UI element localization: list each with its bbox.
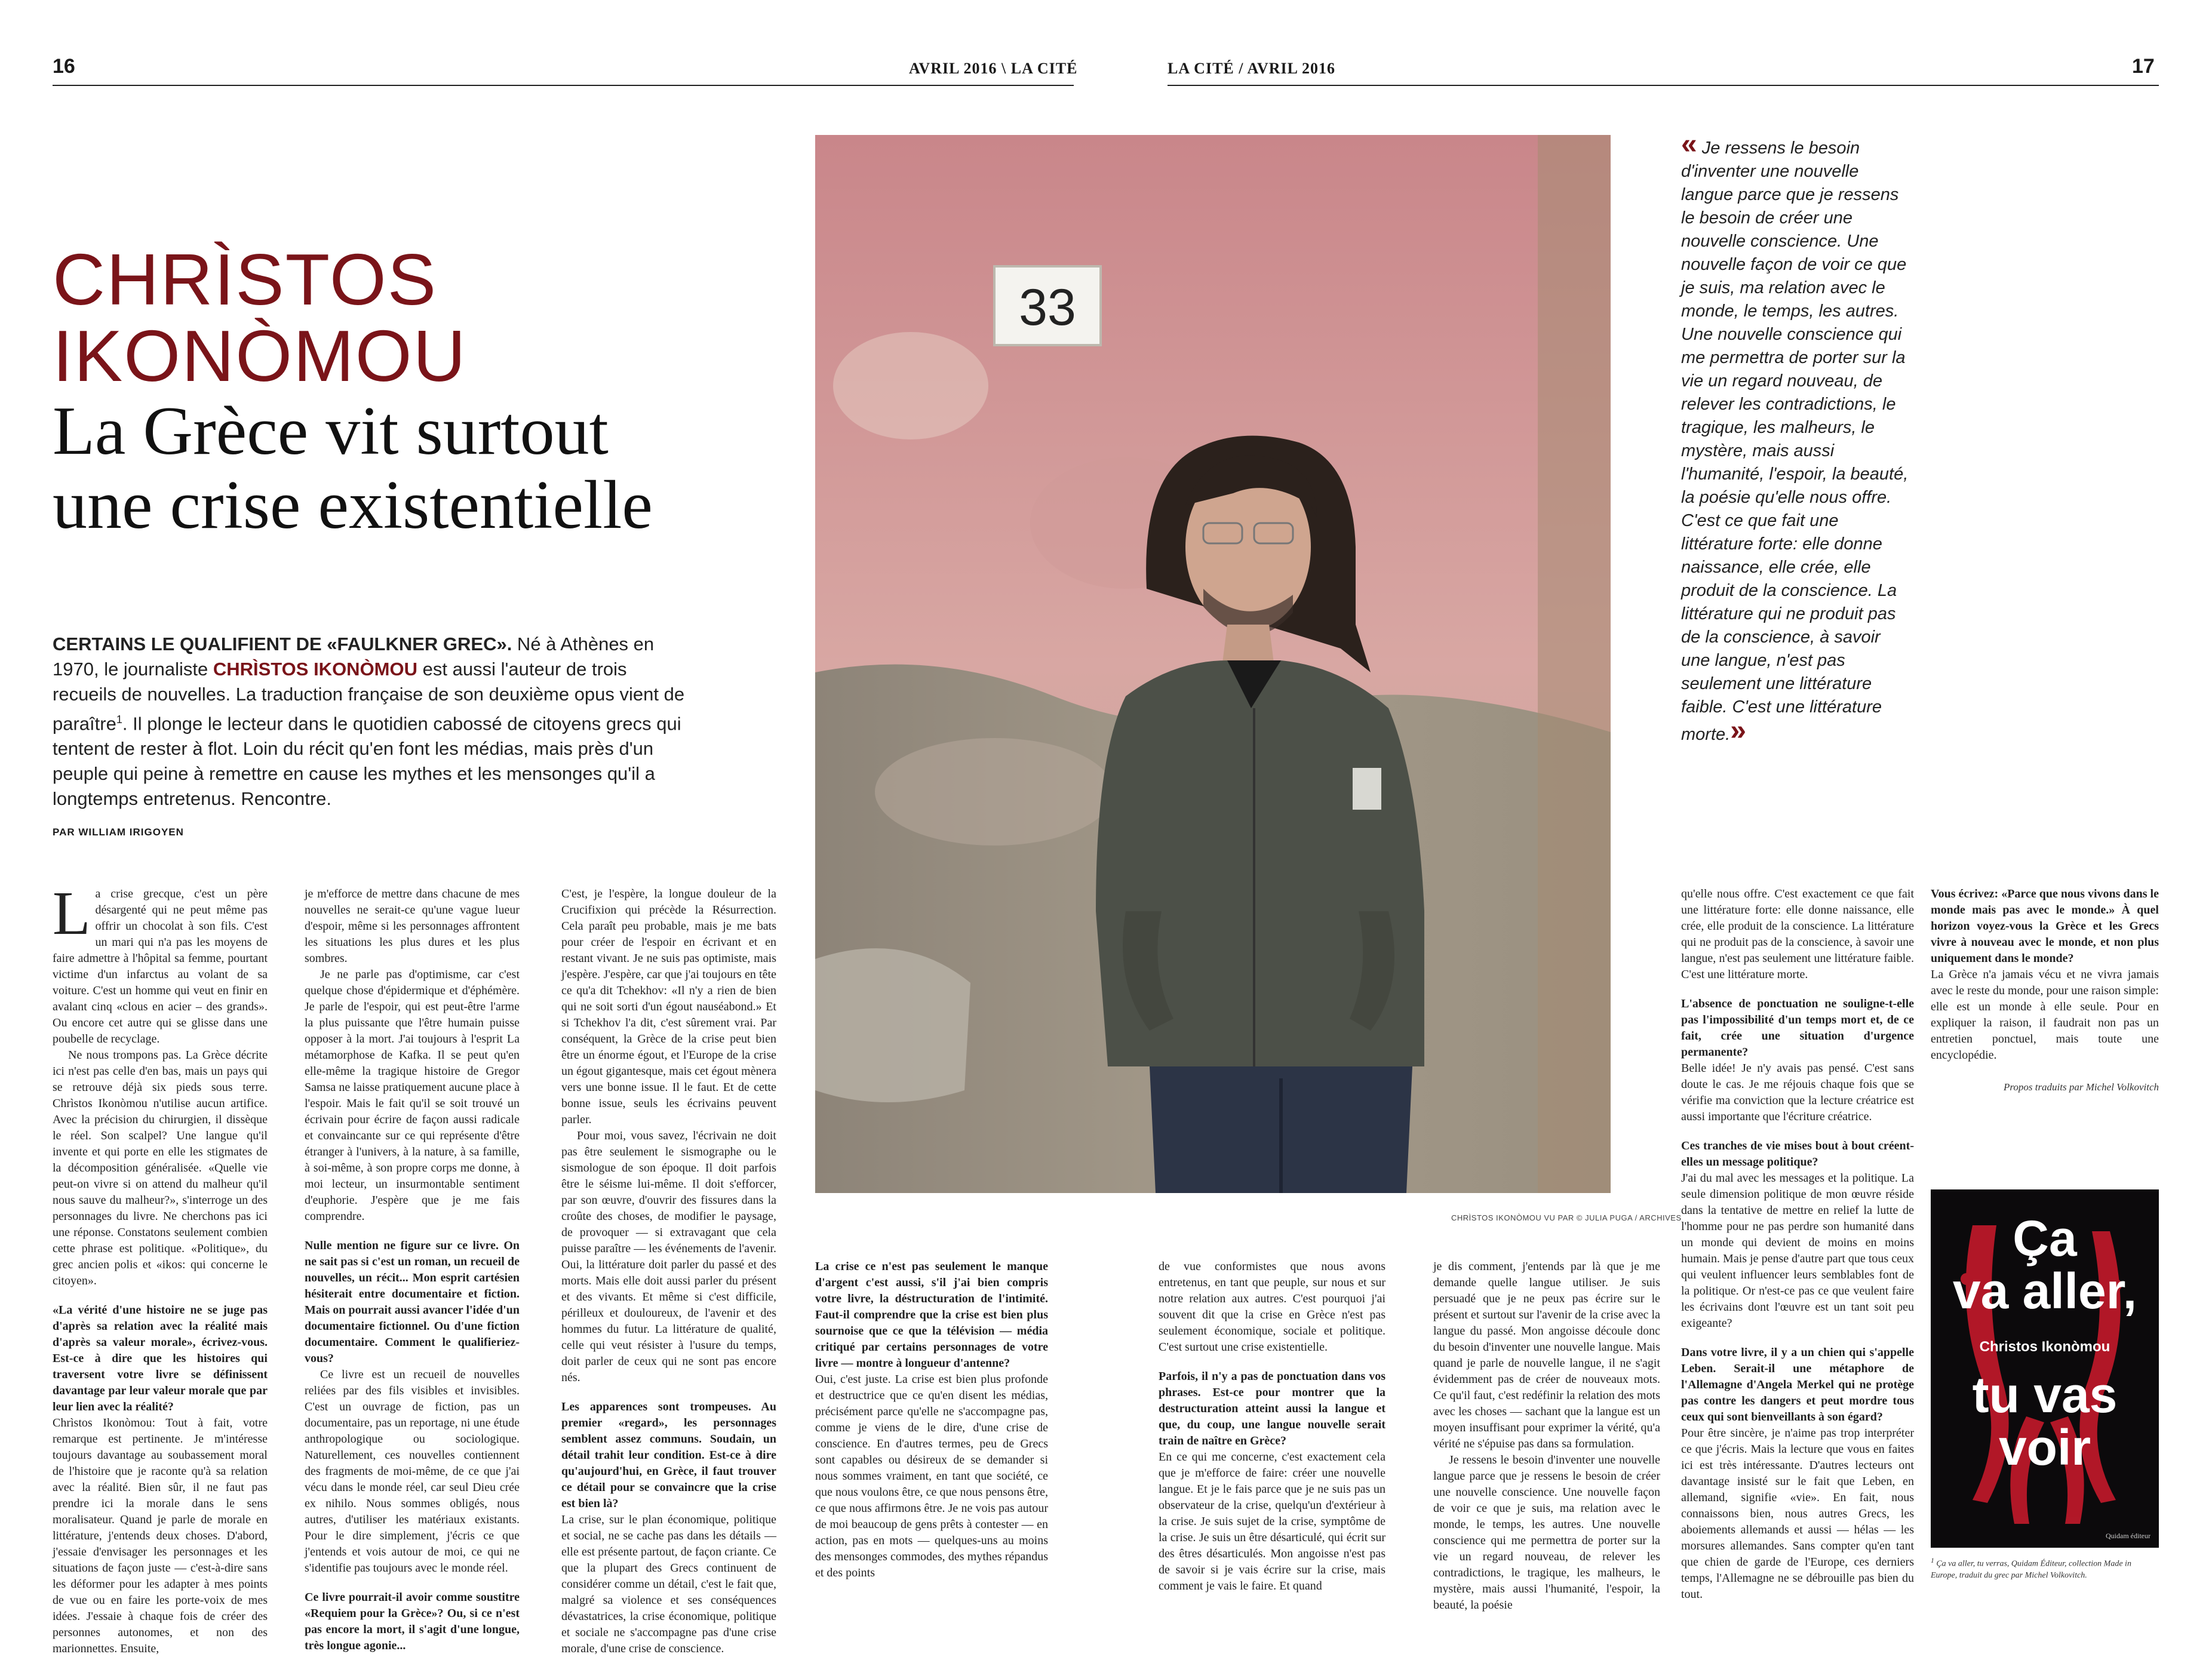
body-column-3 (561, 886, 776, 1657)
body-column-8 (1931, 886, 2159, 1095)
book-title-line-4: voir (1998, 1419, 2091, 1475)
interview-question: Ces tranches de vie mises bout à bout créent-elles un message politique? (1681, 1139, 1914, 1169)
paragraph: a crise grecque, c'est un père désargenté qui ne peut même pas offrir un chocolat à son fils. C'est un mari qui n'a pas les moyens de faire admettre à l'hôpital sa femme, pourtant victime d'un infarctus au volant de sa voiture. C'est un homme qui veut en finir en avalant cinq «clous en acier – des grands». Ou encore cet autre qui se glisse dans une poubelle de recyclage. (53, 887, 268, 1046)
interview-answer: Belle idée! Je n'y avais pas pensé. C'est sans doute le cas. Je me réjouis chaque fois que se vérifie ma conviction que la lecture créatrice est aussi importante que l'écriture créatrice. (1681, 1062, 1914, 1123)
interview-answer: En ce qui me concerne, c'est exactement cela que je m'efforce de faire: créer une nouvelle langue. Et je le fais parce que je ne suis pas un observateur de la crise, quelqu'un d'extérieur à la crise. Je suis sujet de la crise, symptôme de la crise. Je suis un être désarticulé, qui écrit sur des êtres désarticulés. Mon angoisse n'est pas de savoir si je vais écrire sur la crise, mais comment je vais le faire. Et quand (1159, 1450, 1385, 1593)
name-line-2: IKONÒMOU (53, 315, 467, 396)
byline: PAR WILLIAM IRIGOYEN (53, 826, 184, 838)
portrait-illustration (815, 135, 1611, 1193)
interview-answer: Chrìstos Ikonòmou: Tout à fait, votre remarque est pertinente. Je m'intéresse toujours davantage au soubassement moral de l'histoire que je raconte qu'à sa relation avec la réalité. Bien sûr, il ne faut pas prendre ici la morale dans le sens moralisateur. Quand je parle de morale en littérature, j'entends deux choses. D'abord, j'essaie d'envisager les personnages et les situations de façon juste — c'est-à-dire sans les déformer pour les adapter à mes points de vue ou en faire les porte-voix de mes idées. J'essaie à chaque fois de créer des personnes autonomes, et non des marionnettes. Ensuite, (53, 1416, 268, 1655)
interview-answer: J'ai du mal avec les messages et la politique. La seule dimension politique de mon œuvre réside dans la tentative de mettre en relief la lutte de l'homme pour ne pas perdre son humanité dans un monde qui devient de moins en moins humain. Mais je pense d'autre part que tous ceux qui veulent influencer leurs semblables font de la politique. Or n'est-ce pas ce que veulent faire les écrivains dont l'œuvre est un tant soit peu exigeante? (1681, 1172, 1914, 1330)
interview-answer: La crise, sur le plan économique, politique et social, ne se cache pas dans les détails — elle est présente partout, de façon criante. Ce que la plupart des Grecs continuent de considérer comme un détail, c'est le fait que, malgré sa violence et ses conséquences dévastatrices, la crise économique, politique et sociale ne s'accompagne pas d'une crise morale, d'une crise de conscience. (561, 1513, 776, 1655)
header-rule-left (53, 85, 1074, 86)
pull-quote (1681, 128, 1914, 746)
body-column-7 (1681, 886, 1914, 1603)
footnote-number: 1 (1931, 1557, 1934, 1564)
interview-question: L'absence de ponctuation ne souligne-t-elle pas l'impossibilité d'un temps mort et, de ce fait, crée une situation d'urgence permanente? (1681, 997, 1914, 1059)
standfirst-text-2: est aussi l'auteur de trois recueils de nouvelles. La traduction française de son deuxième opus vient de paraître (53, 659, 685, 734)
interview-question: La crise ce n'est pas seulement le manque d'argent c'est aussi, s'il j'ai bien compris votre livre, la déstructuration de l'intimité. Faut-il comprendre que la crise est bien plus sournoise que ce que la télévision — média critiqué par certains personnages de votre livre — montre à longueur d'antenne? (815, 1260, 1048, 1370)
paragraph: Je ne parle pas d'optimisme, car c'est quelque chose d'épidermique et d'éphémère. Je parle de l'espoir, qui est peut-être l'arme la plus puissante que l'être humain puisse opposer à la mort. J'ai toujours à l'esprit La métamorphose de Kafka. Il se peut qu'en elle-même la tragique histoire de Gregor Samsa ne laisse pratiquement aucune place à l'espoir. Mais le fait qu'il se soit trouvé un écrivain pour écrire de façon aussi radicale et convaincante sur ce qui représente d'être étranger à l'univers, à la nature, à sa famille, à soi-même, à son propre corps me donne, à moi lecteur, un insurmontable sentiment d'euphorie. J'espère que je me fais comprendre. (305, 968, 520, 1223)
pull-quote-text: Je ressens le besoin d'inventer une nouvelle langue parce que je ressens le besoin de créer une nouvelle conscience. Une nouvelle façon de voir ce que je suis, ma relation avec le monde, le temps, les autres. Une nouvelle conscience qui me permettra de porter sur la vie un regard nouveau, de relever les contradictions, le tragique, les malheurs, le mystère, mais aussi l'humanité, l'espoir, la beauté, la poésie qu'elle nous offre. C'est ce que fait une littérature forte: elle donne naissance, elle crée, elle produit de la conscience. La littérature qui ne produit pas de la conscience, à savoir une langue, n'est pas seulement une littérature faible. C'est une littérature morte. (1681, 139, 1909, 744)
standfirst-text-1: Né à Athènes en 1970, le journaliste (53, 634, 655, 680)
body-column-4 (815, 1259, 1048, 1581)
interview-question: Vous écrivez: «Parce que nous vivons dans le monde mais pas avec le monde.» À quel horizon voyez-vous la Grèce et les Grecs vivre à nouveau avec le monde, et non plus uniquement dans le monde? (1931, 887, 2159, 965)
translation-credit: Propos traduits par Michel Volkovitch (2003, 1081, 2159, 1093)
paragraph: qu'elle nous offre. C'est exactement ce que fait une littérature forte: elle donne naissance, elle crée, elle produit de la conscience. La littérature qui ne produit pas de la conscience, à savoir une langue, n'est pas seulement une littérature faible. C'est une littérature morte. (1681, 887, 1914, 981)
standfirst-author-name: CHRÌSTOS IKONÒMOU (213, 659, 418, 680)
book-publisher: Quidam éditeur (2106, 1532, 2150, 1540)
standfirst (53, 632, 686, 811)
close-guillemet: » (1730, 715, 1746, 746)
drop-cap: L (53, 879, 91, 948)
house-number: 33 (1019, 279, 1076, 336)
interview-answer: Pour être sincère, je n'aime pas trop interpréter ce que j'écris. Mais la lecture que vous en faites ici est très intéressante. D'autres lecteurs ont davantage insisté sur le fait que Leben, en allemand, signifie «vie». En fait, nous connaissons bien, nous autres Grecs, les aboiements allemands et aussi — hélas — les morsures allemandes. Sans compter qu'en tant que chien de garde de l'Europe, ces derniers temps, l'Allemagne ne se débrouille pas bien du tout. (1681, 1427, 1914, 1601)
book-title-top (1931, 1212, 2159, 1317)
paragraph: de vue conformistes que nous avons entretenus, en tant que peuple, sur nous et sur notre relation aux autres. C'est pourquoi j'ai souvent dit que la crise en Grèce n'est pas seulement économique, sociale et politique. C'est surtout une crise existentielle. (1159, 1260, 1385, 1354)
standfirst-text-3: . Il plonge le lecteur dans le quotidien cabossé de citoyens grecs qui tentent de rester à flot. Loin du récit qu'en font les médias, mais près d'un peuple qui peine à remettre en cause les mythes et les mensonges qu'il a longtemps entretenus. Rencontre. (53, 713, 681, 810)
paragraph: Pour moi, vous savez, l'écrivain ne doit pas être seulement le sismographe ou le sismologue de son époque. Il doit parfois être le séisme lui-même. Il doit s'efforcer, par son œuvre, d'ouvrir des fissures dans la croûte des choses, de modifier le paysage, de provoquer — si extravagant que cela puisse paraître — les événements de l'avenir. Oui, la littérature doit parler du passé et des morts. Mais elle doit aussi parler du présent et des vivants. Et même si c'est difficile, périlleux et douloureux, de l'avenir et des hommes du futur. La littérature de qualité, celle qui veut résister à l'usure du temps, doit parler de ceux qui ne sont pas encore nés. (561, 1129, 776, 1384)
book-cover (1931, 1189, 2159, 1548)
header-rule-right (1168, 85, 2159, 86)
headline-line-1: La Grèce vit surtout (53, 393, 609, 469)
name-line-1: CHRÌSTOS (53, 239, 438, 320)
interview-answer: Ce livre est un recueil de nouvelles reliées par des fils visibles et invisibles. C'est un ouvrage de fiction, pas un documentaire, pas un reportage, ni une étude anthropologique ou sociologique. Naturellement, ces nouvelles contiennent des fragments de moi-même, de ce que j'ai vécu dans le monde réel, car seul Dieu crée ex nihilo. Nous sommes obligés, nous autres, d'utiliser les matériaux existants. Pour le dire simplement, j'écris ce que j'entends et vois autour de moi, ce qui ne s'identifie pas toujours avec le monde réel. (305, 1368, 520, 1575)
body-column-2 (305, 886, 520, 1654)
paragraph: Ne nous trompons pas. La Grèce décrite ici n'est pas celle d'en bas, mais un pays qui se retrouve déjà six pieds sous terre. Chrìstos Ikonòmou n'utilise aucun artifice. Avec la précision du chirurgien, il dissèque le réel. Son scalpel? Une langue qu'il invente et qui porte en elle les stigmates de la décomposition généralisée. «Quelle vie peut-on vivre si on attend du malheur qu'il nous sauve du malheur?», s'interroge un des personnages du livre. Ne cherchons pas ici une réponse. Constatons seulement combien cette phrase est politique. «Politique», du grec ancien polis et «ikos: qui concerne le citoyen». (53, 1049, 268, 1287)
footnote-text: Ça va aller, tu verras, Quidam Éditeur, collection Made in Europe, traduit du grec par Michel Volkovitch. (1931, 1559, 2131, 1580)
interview-question: Dans votre livre, il y a un chien qui s'appelle Leben. Serait-il une métaphore de l'Allemagne d'Angela Merkel qui ne protège pas contre les dangers et peut mordre tous ceux qui sont bienveillants à son égard? (1681, 1346, 1914, 1424)
book-title-bottom (1931, 1369, 2159, 1474)
open-guillemet: « (1681, 128, 1697, 160)
standfirst-lead: CERTAINS LE QUALIFIENT DE «FAULKNER GREC». (53, 634, 512, 654)
footnote-ref: 1 (116, 714, 122, 725)
body-column-6 (1433, 1259, 1660, 1613)
book-title-line-2: va aller, (1952, 1263, 2137, 1319)
right-running-head: LA CITÉ / AVRIL 2016 (1168, 60, 1336, 77)
paragraph: je m'efforce de mettre dans chacune de mes nouvelles ne serait-ce qu'une vague lueur d'espoir, même si les personnages affrontent les situations les plus dures et les plus sombres. (305, 887, 520, 965)
interview-question: Nulle mention ne figure sur ce livre. On ne sait pas si c'est un roman, un recueil de nouvelles, un récit... Mon esprit cartésien hésiterait entre documentaire et fiction. Mais on pourrait aussi avancer l'idée d'un documentaire fictionnel. Ou d'une fiction documentaire. Comment le qualifieriez-vous? (305, 1239, 520, 1365)
interview-question: Ce livre pourrait-il avoir comme soustitre «Requiem pour la Grèce»? Ou, si ce n'est pas encore la mort, il s'agit d'une longue, très longue agonie... (305, 1591, 520, 1652)
left-page-number: 16 (53, 55, 75, 78)
interview-answer: Oui, c'est juste. La crise est bien plus profonde et destructrice que ce qu'en disent les médias, précisément parce qu'elle ne s'accompagne pas, comme je viens de le dire, d'une crise de conscience. En d'autres termes, peu de Grecs sont capables ou désireux de se demander si nous sommes vraiment, en tant que société, ce que nous voulons être, ce que nous pensons être, ce que nous affirmons être. Je ne vois pas autour de moi beaucoup de gens prêts à contester — en action, pas en mots — quelques-uns au moins des mensonges commodes, des mythes répandus et des points (815, 1373, 1048, 1579)
portrait-photo (815, 135, 1611, 1193)
interview-answer: La Grèce n'a jamais vécu et ne vivra jamais avec le reste du monde, pour une raison simple: elle est un monde à elle seule. Pour en expliquer la raison, il faudrait non pas un entretien ponctuel, mais toute une encyclopédie. (1931, 968, 2159, 1062)
headline-line-2: une crise existentielle (53, 467, 653, 543)
body-column-1 (53, 879, 268, 1657)
paragraph: Je ressens le besoin d'inventer une nouvelle langue parce que je ressens le besoin de créer une nouvelle conscience. Une nouvelle façon de voir ce que je suis, ma relation avec le monde, le temps, les autres. Une nouvelle conscience qui me permettra de porter sur la vie un regard nouveau, de relever les contradictions, le tragique, les malheurs, le mystère, mais aussi l'humanité, l'espoir, la beauté, la poésie (1433, 1453, 1660, 1612)
left-running-head: AVRIL 2016 \ LA CITÉ (909, 60, 1078, 77)
book-title-line-1: Ça (2013, 1210, 2077, 1266)
paragraph: C'est, je l'espère, la longue douleur de la Crucifixion qui précède la Résurrection. Cela paraît peu probable, mais je me bats pour créer de l'espoir en écrivant et en restant vivant. Je ne suis pas optimiste, mais j'espère. J'espère, car que j'ai toujours en tête ce qu'a dit Tchekhov: «Il n'y a rien de bien qui ne soit sorti d'un égout nauséabond.» Et si Tchekhov l'a dit, c'est sûrement vrai. Par conséquent, la Grèce de la crise peut bien être un énorme égout, et l'Europe de la crise un égout gigantesque, mais cet égout mènera vers une bonne issue. Il le faut. Et de cette bonne issue, seuls les écrivains peuvent parler. (561, 887, 776, 1126)
interview-question: «La vérité d'une histoire ne se juge pas d'après sa relation avec la réalité mais d'après sa valeur morale», écrivez-vous. Est-ce à dire que les histoires qui traversent votre livre se définissent davantage par leur valeur morale que par leur lien avec la réalité? (53, 1304, 268, 1413)
body-column-5 (1159, 1259, 1385, 1594)
book-footnote (1931, 1555, 2159, 1581)
photo-caption: CHRÌSTOS IKONÒMOU VU PAR © JULIA PUGA / ARCHIVES (1451, 1213, 1682, 1222)
paragraph: je dis comment, j'entends par là que je me demande quelle langue utiliser. Je suis persuadé que je ne peux pas écrire sur le présent et surtout sur l'avenir de la crise avec la langue du passé. Mon angoisse découle donc du besoin d'inventer une nouvelle langue. Mais quand je parle de nouvelle langue, il ne s'agit évidemment pas de créer de nouveaux mots. Ce qu'il faut, c'est redéfinir la relation des mots avec les choses — sachant que la langue est un moyen insuffisant pour exprimer la vérité, qu'a vérité ne s'épuise pas dans sa formulation. (1433, 1260, 1660, 1450)
right-page-number: 17 (2132, 55, 2155, 78)
interview-question: Les apparences sont trompeuses. Au premier «regard», les personnages semblent assez communs. Soudain, un détail trahit leur condition. Est-ce à dire qu'aujourd'hui, en Grèce, il faut trouver ce détail pour se convaincre que la crise est bien là? (561, 1400, 776, 1510)
book-title-line-3: tu vas (1972, 1367, 2118, 1423)
book-author: Christos Ikonòmou (1979, 1339, 2110, 1355)
interview-question: Parfois, il n'y a pas de ponctuation dans vos phrases. Est-ce pour montrer que la destructuration atteint aussi la langue et que, du coup, une langue nouvelle serait train de naître en Grèce? (1159, 1370, 1385, 1447)
